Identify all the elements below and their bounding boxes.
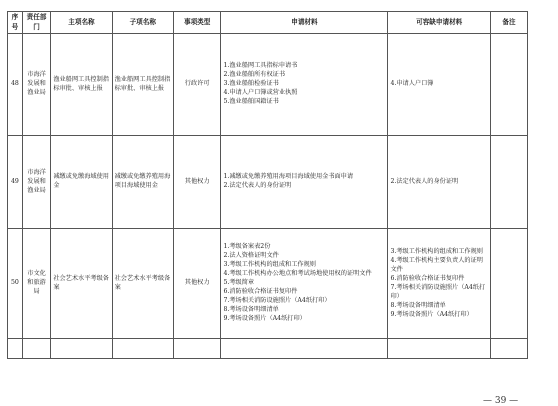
material-item: 2.法人资格证明文件: [223, 252, 279, 260]
material-item: 1.渔业船网工具指标申请书: [223, 62, 298, 70]
header-no: 序号: [8, 12, 23, 34]
optional-item: 4.考级工作机构主要负责人的证明文件: [390, 256, 483, 273]
empty-cell: [22, 339, 51, 359]
row-dept: 市文化和旅游局: [22, 229, 51, 339]
header-sub: 子项名称: [112, 12, 173, 34]
optional-item: 2.法定代表人的身份证明: [390, 177, 459, 185]
row-remark: [490, 136, 527, 229]
table-row-empty: [8, 339, 528, 359]
row-remark: [490, 229, 527, 339]
optional-item: 6.消防验收合格证书复印件: [390, 274, 465, 282]
row-dept: 市海洋发展和渔业局: [22, 136, 51, 229]
material-item: 2.法定代表人的身份证明: [223, 182, 292, 190]
row-sub: 减缴或免缴养殖用海项目海域使用金: [112, 136, 173, 229]
empty-cell: [173, 339, 221, 359]
optional-item: 8.考场设备明细清单: [390, 301, 446, 309]
empty-cell: [490, 339, 527, 359]
row-type: 其他权力: [173, 136, 221, 229]
material-item: 5.考级简章: [223, 279, 255, 287]
row-dept: 市海洋发展和渔业局: [22, 34, 51, 136]
row-remark: [490, 34, 527, 136]
material-item: 7.考场相关消防设施照片（A4纸打印）: [223, 297, 331, 305]
matters-table: [7, 11, 528, 359]
row-optional: [388, 34, 491, 136]
empty-cell: [221, 339, 388, 359]
material-item: 6.消防验收合格证书复印件: [223, 288, 298, 296]
row-optional: [388, 229, 491, 339]
empty-cell: [51, 339, 112, 359]
page-number: — 39 —: [483, 396, 519, 406]
row-sub: 社会艺术水平考级备案: [112, 229, 173, 339]
header-optional: 可容缺申请材料: [388, 12, 491, 34]
row-optional: [388, 136, 491, 229]
header-main: 主项名称: [51, 12, 112, 34]
material-item: 4.考级工作机构办公地点和考试场地使用权的证明文件: [223, 270, 372, 278]
row-sub: 渔业船网工具控制指标审批、审核上报: [112, 34, 173, 136]
row-no: 48: [8, 34, 23, 136]
material-item: 4.申请人户口簿或营业执照: [223, 89, 298, 97]
material-item: 5.渔业船舶国籍证书: [223, 98, 279, 106]
empty-cell: [388, 339, 491, 359]
optional-item: 7.考场相关消防设施照片（A4纸打印）: [390, 283, 486, 300]
row-main: 社会艺术水平考级备案: [51, 229, 112, 339]
header-materials: 申请材料: [221, 12, 388, 34]
material-item: 3.渔业船舶检验证书: [223, 80, 279, 88]
header-remark: 备注: [490, 12, 527, 34]
empty-cell: [112, 339, 173, 359]
header-type: 事项类型: [173, 12, 221, 34]
table-row: [8, 34, 528, 136]
row-materials: [221, 229, 388, 339]
table-row: [8, 229, 528, 339]
row-type: 其他权力: [173, 229, 221, 339]
material-item: 1.考级备案表2份: [223, 243, 271, 251]
material-item: 1.减缴或免缴养殖用海项目海域使用金书面申请: [223, 173, 354, 181]
material-item: 9.考场设备照片（A4纸打印）: [223, 315, 306, 323]
material-item: 8.考场设备明细清单: [223, 306, 279, 314]
row-materials: [221, 34, 388, 136]
header-dept: 责任部门: [22, 12, 51, 34]
optional-item: 3.考级工作机构的组成和工作规则: [390, 247, 483, 255]
row-materials: [221, 136, 388, 229]
row-type: 行政许可: [173, 34, 221, 136]
material-item: 3.考级工作机构的组成和工作规则: [223, 261, 316, 269]
optional-item: 9.考场设备照片（A4纸打印）: [390, 310, 473, 318]
optional-item: 4.申请人户口簿: [390, 80, 434, 88]
row-no: 50: [8, 229, 23, 339]
row-main: 渔业船网工具控制指标审批、审核上报: [51, 34, 112, 136]
row-no: 49: [8, 136, 23, 229]
table-row: [8, 136, 528, 229]
empty-cell: [8, 339, 23, 359]
header-row: [8, 12, 528, 34]
row-main: 减缴或免缴海域使用金: [51, 136, 112, 229]
material-item: 2.渔业船舶所有权证书: [223, 71, 286, 79]
